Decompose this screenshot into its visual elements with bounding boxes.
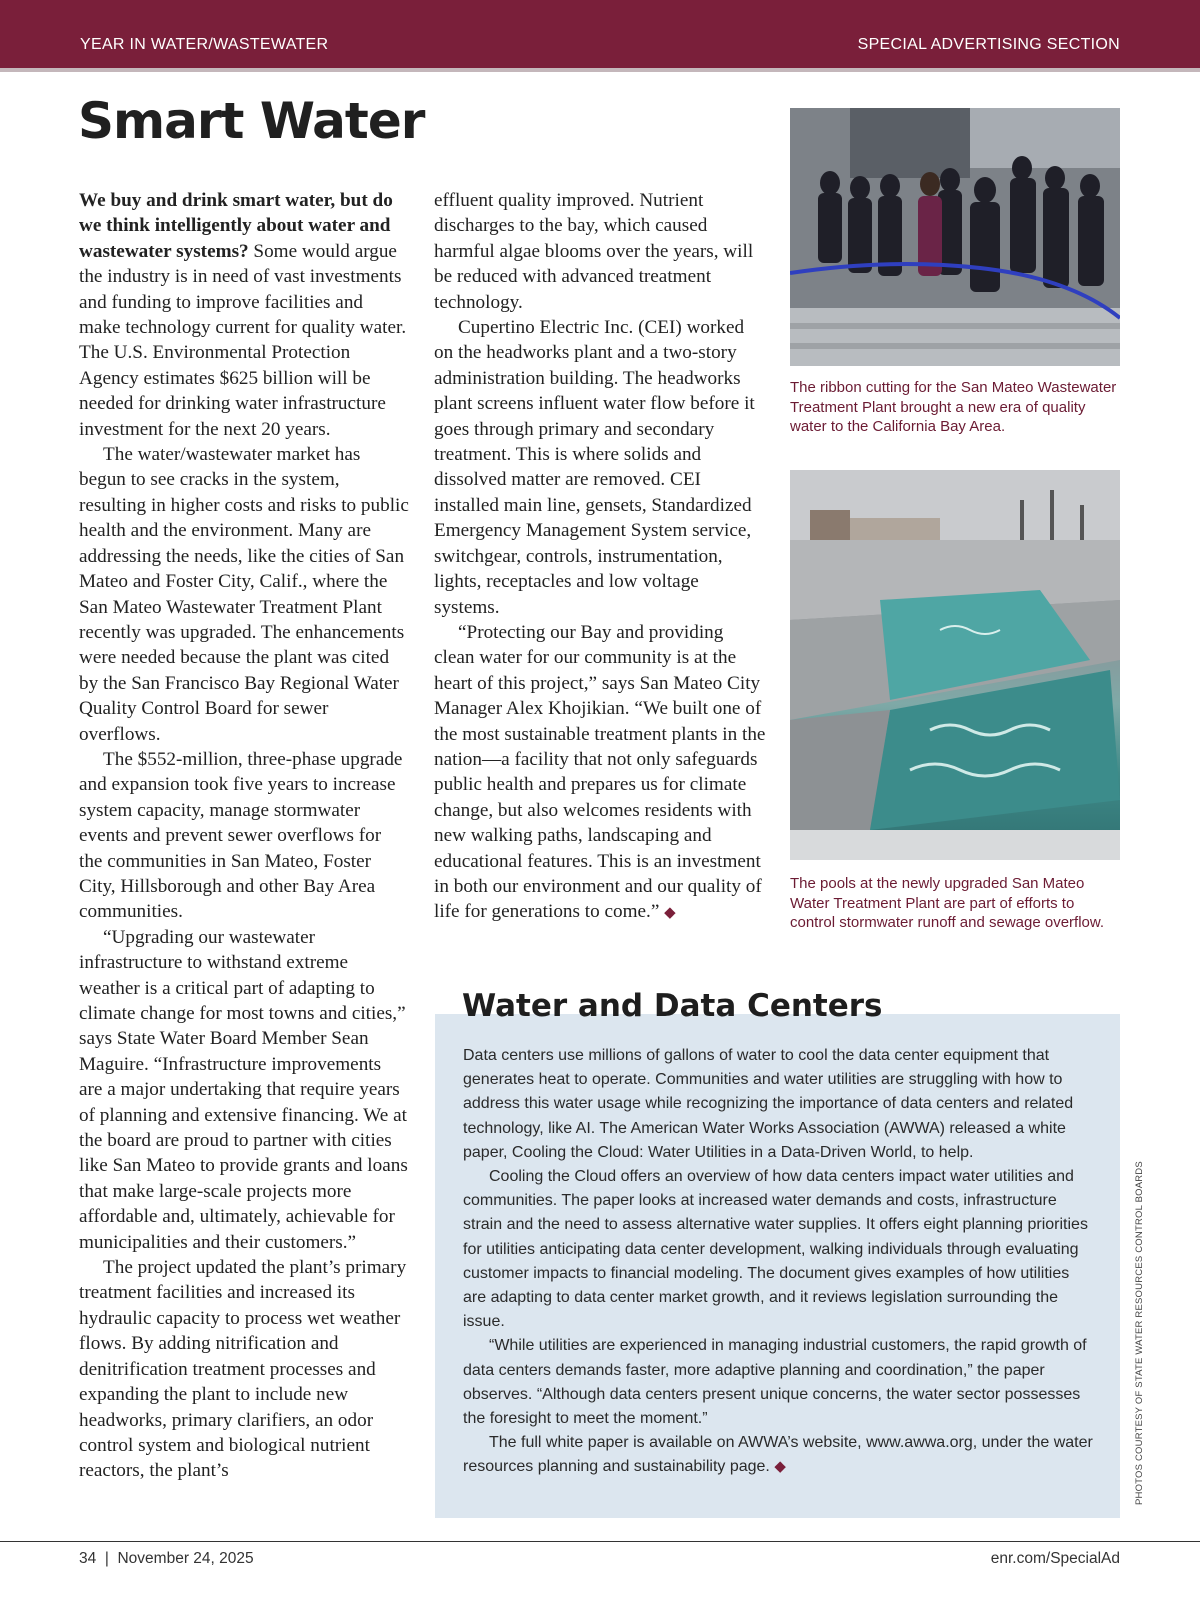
photo-caption-pools: The pools at the newly upgraded San Mateo Water Treatment Plant are part of efforts to control stormwater runoff and sewage overflow. bbox=[790, 875, 1105, 931]
photo-credit: PHOTOS COURTESY OF STATE WATER RESOURCES CONTROL BOARDS bbox=[1134, 1161, 1145, 1505]
body-paragraph bbox=[434, 620, 767, 927]
body-paragraph: Cupertino Electric Inc. (CEI) worked on the headworks plant and a two-story administration building. The headworks plant screens influent water flow before it goes through primary and secondary treatment. This is where solids and dissolved matter are removed. CEI installed main line, gensets, Standardized Emergency Management System service, switchgear, controls, instrumentation, lights, receptacles and low voltage systems. bbox=[434, 317, 755, 618]
photo-caption-ribbon: The ribbon cutting for the San Mateo Wastewater Treatment Plant brought a new era of quality water to the California Bay Area. bbox=[790, 379, 1117, 435]
article-column-2 bbox=[434, 188, 767, 927]
sidebar-body bbox=[463, 1044, 1095, 1480]
sidebar-paragraph: “While utilities are experienced in managing industrial customers, the rapid growth of data centers demands faster, more adaptive planning and coordination,” the paper observes. “Although data centers present unique concerns, the water sector possesses the foresight to meet the moment.” bbox=[463, 1337, 1087, 1428]
footer-divider bbox=[0, 1541, 1200, 1542]
advertising-label: SPECIAL ADVERTISING SECTION bbox=[857, 36, 1120, 53]
section-label: YEAR IN WATER/WASTEWATER bbox=[80, 36, 329, 53]
header-divider bbox=[0, 68, 1200, 72]
page-number-date: 34 | November 24, 2025 bbox=[79, 1550, 254, 1567]
body-paragraph: The project updated the plant’s primary treatment facilities and increased its hydraulic capacity to process wet weather flows. By adding nitrification and denitrification treatment processes and expanding the plant to include new headworks, primary clarifiers, an odor control system and biological nutrient reactors, the plant’s bbox=[79, 1257, 407, 1482]
body-paragraph: The water/wastewater market has begun to see cracks in the system, resulting in higher costs and risks to public health and the environment. Many are addressing the needs, like the cities of San Mateo and Foster City, Calif., where the San Mateo Wastewater Treatment Plant recently was upgraded. The enhancements were needed because the plant was cited by the San Francisco Bay Regional Water Quality Control Board for sewer overflows. bbox=[79, 444, 409, 745]
body-paragraph: “Upgrading our wastewater infrastructure to withstand extreme weather is a critical part of adapting to climate change for most towns and cities,” says State Water Board Member Sean Maguire. “Infrastructure improvements are a major undertaking that require years of planning and extensive financing. We at the board are proud to partner with cities like San Mateo to provide grants and loans that make large-scale projects more affordable and, ultimately, achievable for municipalities and their customers.” bbox=[79, 926, 408, 1253]
body-paragraph-continued: effluent quality improved. Nutrient discharges to the bay, which caused harmful algae blooms over the years, will be reduced with advanced treatment technology. bbox=[434, 190, 754, 313]
ribbon-cutting-photo bbox=[790, 108, 1120, 366]
footer-url: enr.com/SpecialAd bbox=[990, 1550, 1120, 1567]
sidebar-last-text: The full white paper is available on AWWA’s website, www.awwa.org, under the water resources planning and sustainability page. bbox=[463, 1434, 1093, 1476]
sidebar-paragraph: Data centers use millions of gallons of water to cool the data center equipment that generates heat to operate. Communities and water utilities are struggling with how to address this water usage while recognizing the importance of data centers and related technology, like AI. The American Water Works Association (AWWA) released a white paper, Cooling the Cloud: Water Utilities in a Data-Driven World, to help. bbox=[463, 1047, 1074, 1161]
lead-paragraph bbox=[79, 188, 409, 442]
article-title: Smart Water bbox=[78, 92, 425, 150]
sidebar-paragraph: Cooling the Cloud offers an overview of how data centers impact water utilities and communities. The paper looks at increased water demands and costs, infrastructure strain and the need to assess alternative water supplies. It offers eight planning priorities for utilities anticipating data center development, walking individuals through evaluating customer impacts to financial modeling. The document gives examples of how utilities are adapting to data center market growth, and it reviews legislation surrounding the issue. bbox=[463, 1168, 1088, 1331]
sidebar-paragraph bbox=[463, 1431, 1095, 1479]
lead-bold-text: We buy and drink smart water, but do we think intelligently about water and wastewater systems? bbox=[79, 190, 393, 262]
quote-text: “Protecting our Bay and providing clean water for our community is at the heart of this project,” says San Mateo City Manager Alex Khojikian. “We built one of the most sustainable treatment plants in the nation—a facility that not only safeguards public health and prepares us for climate change, but also welcomes residents with new walking paths, landscaping and educational features. This is an investment in both our environment and our quality of life for generations to come.” bbox=[434, 621, 766, 923]
ribbon-cutting-illustration bbox=[790, 108, 1120, 366]
body-paragraph: The $552-million, three-phase upgrade and expansion took five years to increase system capacity, manage stormwater events and prevent sewer overflows for the communities in San Mateo, Foster City, Hillsborough and other Bay Area communities. bbox=[79, 748, 403, 923]
treatment-pools-illustration bbox=[790, 470, 1120, 860]
article-column-1 bbox=[79, 188, 409, 1484]
treatment-pools-photo bbox=[790, 470, 1120, 860]
end-mark-icon: ◆ bbox=[774, 1458, 786, 1476]
sidebar-title: Water and Data Centers bbox=[462, 988, 883, 1024]
end-mark-icon: ◆ bbox=[664, 905, 676, 922]
lead-text: Some would argue the industry is in need of vast investments and funding to improve facilities and make technology current for quality water. The U.S. Environmental Protection Agency estimates $625 billion will be needed for drinking water infrastructure investment for the next 20 years. bbox=[79, 240, 407, 440]
section-header-bar bbox=[0, 0, 1200, 68]
